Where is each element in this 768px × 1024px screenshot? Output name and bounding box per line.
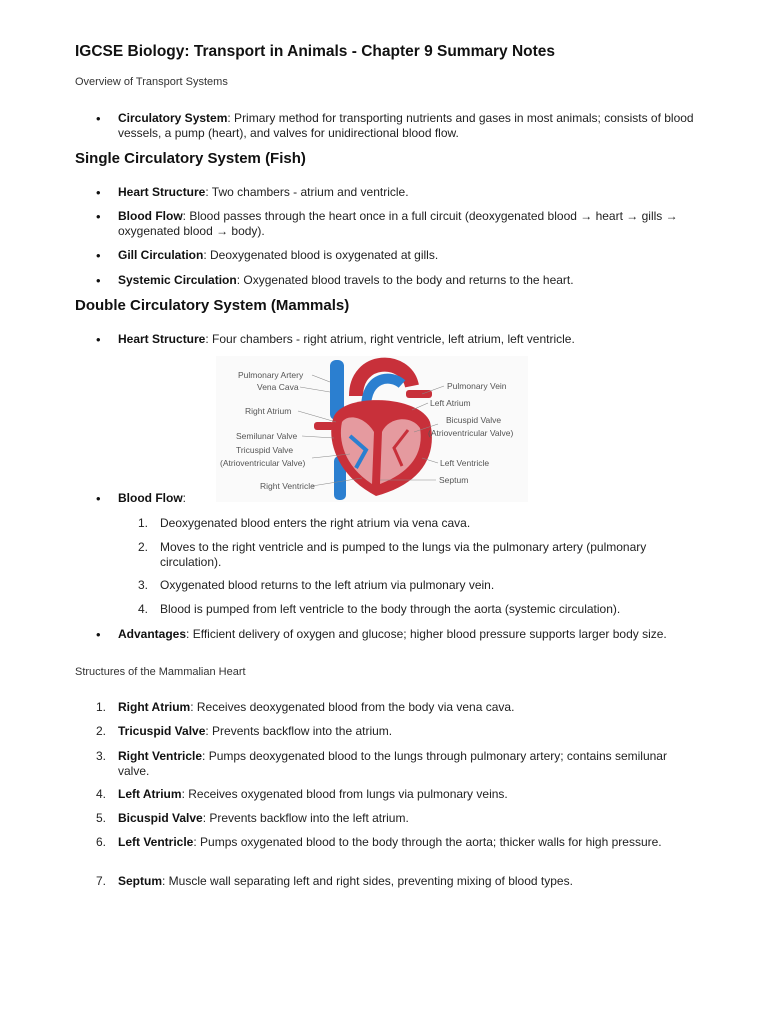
definition: : Muscle wall separating left and right sides, preventing mixing of blood types. xyxy=(162,874,573,888)
list-item xyxy=(96,248,698,263)
numbered-step xyxy=(138,602,700,617)
step-number: 3. xyxy=(138,578,149,592)
section-heading-single: Single Circulatory System (Fish) xyxy=(75,150,306,167)
definition: : Oxygenated blood travels to the body and returns to the heart. xyxy=(236,273,574,287)
list-item xyxy=(96,185,698,200)
term: Advantages xyxy=(118,627,187,641)
item-number: 6. xyxy=(96,835,107,849)
list-item xyxy=(96,111,698,141)
label-left-ventricle: Left Ventricle xyxy=(440,458,490,468)
label-septum: Septum xyxy=(439,475,469,485)
definition: : xyxy=(182,491,186,505)
definition: : Primary method for transporting nutrients and gases in most animals; consists of blood vessels, a pump (heart), and valves for unidirectional blood flow. xyxy=(118,111,694,140)
bullet-marker: • xyxy=(96,627,101,642)
label-semilunar-valve: Semilunar Valve xyxy=(236,431,298,441)
term: Systemic Circulation xyxy=(118,273,237,287)
term: Bicuspid Valve xyxy=(118,811,203,825)
numbered-step xyxy=(138,516,700,531)
bullet-marker: • xyxy=(96,248,101,263)
numbered-item xyxy=(96,700,698,715)
step-text: Moves to the right ventricle and is pumped to the lungs via the pulmonary artery (pulmonary circulation). xyxy=(160,540,647,569)
numbered-item xyxy=(96,724,698,739)
definition: : Deoxygenated blood is oxygenated at gills. xyxy=(203,248,439,262)
label-right-atrium: Right Atrium xyxy=(245,406,292,416)
list-item xyxy=(96,273,698,288)
numbered-step xyxy=(138,578,700,593)
term: Left Ventricle xyxy=(118,835,194,849)
numbered-item xyxy=(96,811,698,826)
term: Gill Circulation xyxy=(118,248,204,262)
structures-heading: Structures of the Mammalian Heart xyxy=(75,666,246,678)
definition: : Four chambers - right atrium, right ventricle, left atrium, left ventricle. xyxy=(205,332,575,346)
step-text: Oxygenated blood returns to the left atrium via pulmonary vein. xyxy=(160,578,495,592)
list-item xyxy=(96,332,698,347)
definition: : Efficient delivery of oxygen and glucose; higher blood pressure supports larger body size. xyxy=(186,627,667,641)
numbered-item xyxy=(96,874,698,889)
definition: : Pumps deoxygenated blood to the lungs through pulmonary artery; contains semilunar valve. xyxy=(118,749,667,778)
term: Septum xyxy=(118,874,163,888)
bullet-marker: • xyxy=(96,209,101,224)
term: Right Atrium xyxy=(118,700,191,714)
label-pulmonary-vein: Pulmonary Vein xyxy=(447,381,507,391)
definition: : Receives oxygenated blood from lungs via pulmonary veins. xyxy=(181,787,508,801)
bullet-marker: • xyxy=(96,111,101,126)
numbered-step xyxy=(138,540,700,570)
bullet-marker: • xyxy=(96,491,101,506)
item-number: 1. xyxy=(96,700,107,714)
step-text: Blood is pumped from left ventricle to the body through the aorta (systemic circulation). xyxy=(160,602,621,616)
label-tricuspid-valve: Tricuspid Valve xyxy=(236,445,294,455)
bullet-marker: • xyxy=(96,273,101,288)
label-bicuspid-valve: Bicuspid Valve xyxy=(446,415,502,425)
term: Right Ventricle xyxy=(118,749,203,763)
term: Heart Structure xyxy=(118,185,206,199)
label-pulmonary-artery: Pulmonary Artery xyxy=(238,370,304,380)
definition: : Prevents backflow into the atrium. xyxy=(205,724,393,738)
numbered-item xyxy=(96,749,698,779)
item-number: 2. xyxy=(96,724,107,738)
definition: : Prevents backflow into the left atrium. xyxy=(202,811,409,825)
step-text: Deoxygenated blood enters the right atrium via vena cava. xyxy=(160,516,471,530)
overview-heading: Overview of Transport Systems xyxy=(75,76,228,88)
numbered-item xyxy=(96,787,698,802)
section-heading-double: Double Circulatory System (Mammals) xyxy=(75,297,350,314)
item-number: 5. xyxy=(96,811,107,825)
label-right-ventricle: Right Ventricle xyxy=(260,481,315,491)
label-left-atrium: Left Atrium xyxy=(430,398,471,408)
term: Left Atrium xyxy=(118,787,182,801)
item-number: 7. xyxy=(96,874,107,888)
definition: : Pumps oxygenated blood to the body through the aorta; thicker walls for high pressure. xyxy=(193,835,662,849)
page-title: IGCSE Biology: Transport in Animals - Chapter 9 Summary Notes xyxy=(75,43,556,60)
label-bicuspid-valve-sub: (Atrioventricular Valve) xyxy=(428,428,514,438)
term: Blood Flow xyxy=(118,209,183,223)
right-pulmonary-shape xyxy=(314,422,334,430)
definition: : Blood passes through the heart once in a full circuit (deoxygenated blood → heart → gills → oxygenated blood → body). xyxy=(118,209,678,238)
term: Tricuspid Valve xyxy=(118,724,206,738)
definition: : Receives deoxygenated blood from the body via vena cava. xyxy=(190,700,515,714)
list-item xyxy=(96,209,698,239)
heart-diagram xyxy=(216,356,528,502)
bullet-marker: • xyxy=(96,332,101,347)
list-item xyxy=(96,627,698,642)
list-item xyxy=(96,491,698,506)
numbered-item xyxy=(96,835,698,850)
definition: : Two chambers - atrium and ventricle. xyxy=(205,185,409,199)
item-number: 3. xyxy=(96,749,107,763)
step-number: 2. xyxy=(138,540,149,554)
item-number: 4. xyxy=(96,787,107,801)
term: Blood Flow xyxy=(118,491,183,505)
step-number: 1. xyxy=(138,516,149,530)
label-vena-cava: Vena Cava xyxy=(257,382,299,392)
term: Circulatory System xyxy=(118,111,228,125)
bullet-marker: • xyxy=(96,185,101,200)
step-number: 4. xyxy=(138,602,149,616)
pulmonary-vein-shape xyxy=(406,390,432,398)
term: Heart Structure xyxy=(118,332,206,346)
label-tricuspid-valve-sub: (Atrioventricular Valve) xyxy=(220,458,306,468)
